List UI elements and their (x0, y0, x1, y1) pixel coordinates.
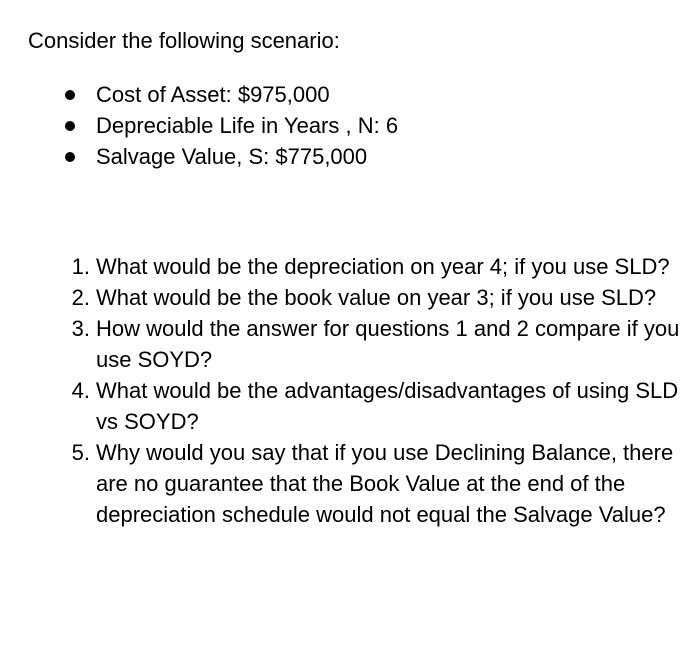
bullet-icon (65, 121, 75, 131)
question-item-5 (71, 437, 686, 530)
question-number: 5. (71, 440, 90, 465)
scenario-item-salvage (96, 141, 398, 172)
question-number: 2. (71, 285, 90, 310)
question-item-2 (71, 282, 686, 313)
bullet-icon (65, 90, 75, 100)
question-text: Why would you say that if you use Declining Balance, there are no guarantee that the Book Value at the end of the depreciation schedule would not equal the Salvage Value? (96, 440, 674, 527)
scenario-item-text: Salvage Value, S: $775,000 (96, 144, 368, 169)
intro-text: Consider the following scenario: (28, 28, 340, 53)
scenario-item-cost (96, 79, 398, 110)
scenario-item-life (96, 110, 398, 141)
question-item-3 (71, 313, 686, 375)
bullet-icon (65, 152, 75, 162)
question-text: What would be the advantages/disadvantages of using SLD vs SOYD? (96, 378, 679, 434)
scenario-list (96, 79, 398, 172)
question-number: 1. (71, 254, 90, 279)
question-number: 4. (71, 378, 90, 403)
question-text: What would be the book value on year 3; if you use SLD? (96, 285, 657, 310)
scenario-item-text: Cost of Asset: $975,000 (96, 82, 330, 107)
question-text: How would the answer for questions 1 and 2 compare if you use SOYD? (96, 316, 680, 372)
question-list (71, 251, 686, 530)
question-text: What would be the depreciation on year 4; if you use SLD? (96, 254, 670, 279)
scenario-item-text: Depreciable Life in Years , N: 6 (96, 113, 399, 138)
question-number: 3. (71, 316, 90, 341)
question-item-1 (71, 251, 686, 282)
question-item-4 (71, 375, 686, 437)
